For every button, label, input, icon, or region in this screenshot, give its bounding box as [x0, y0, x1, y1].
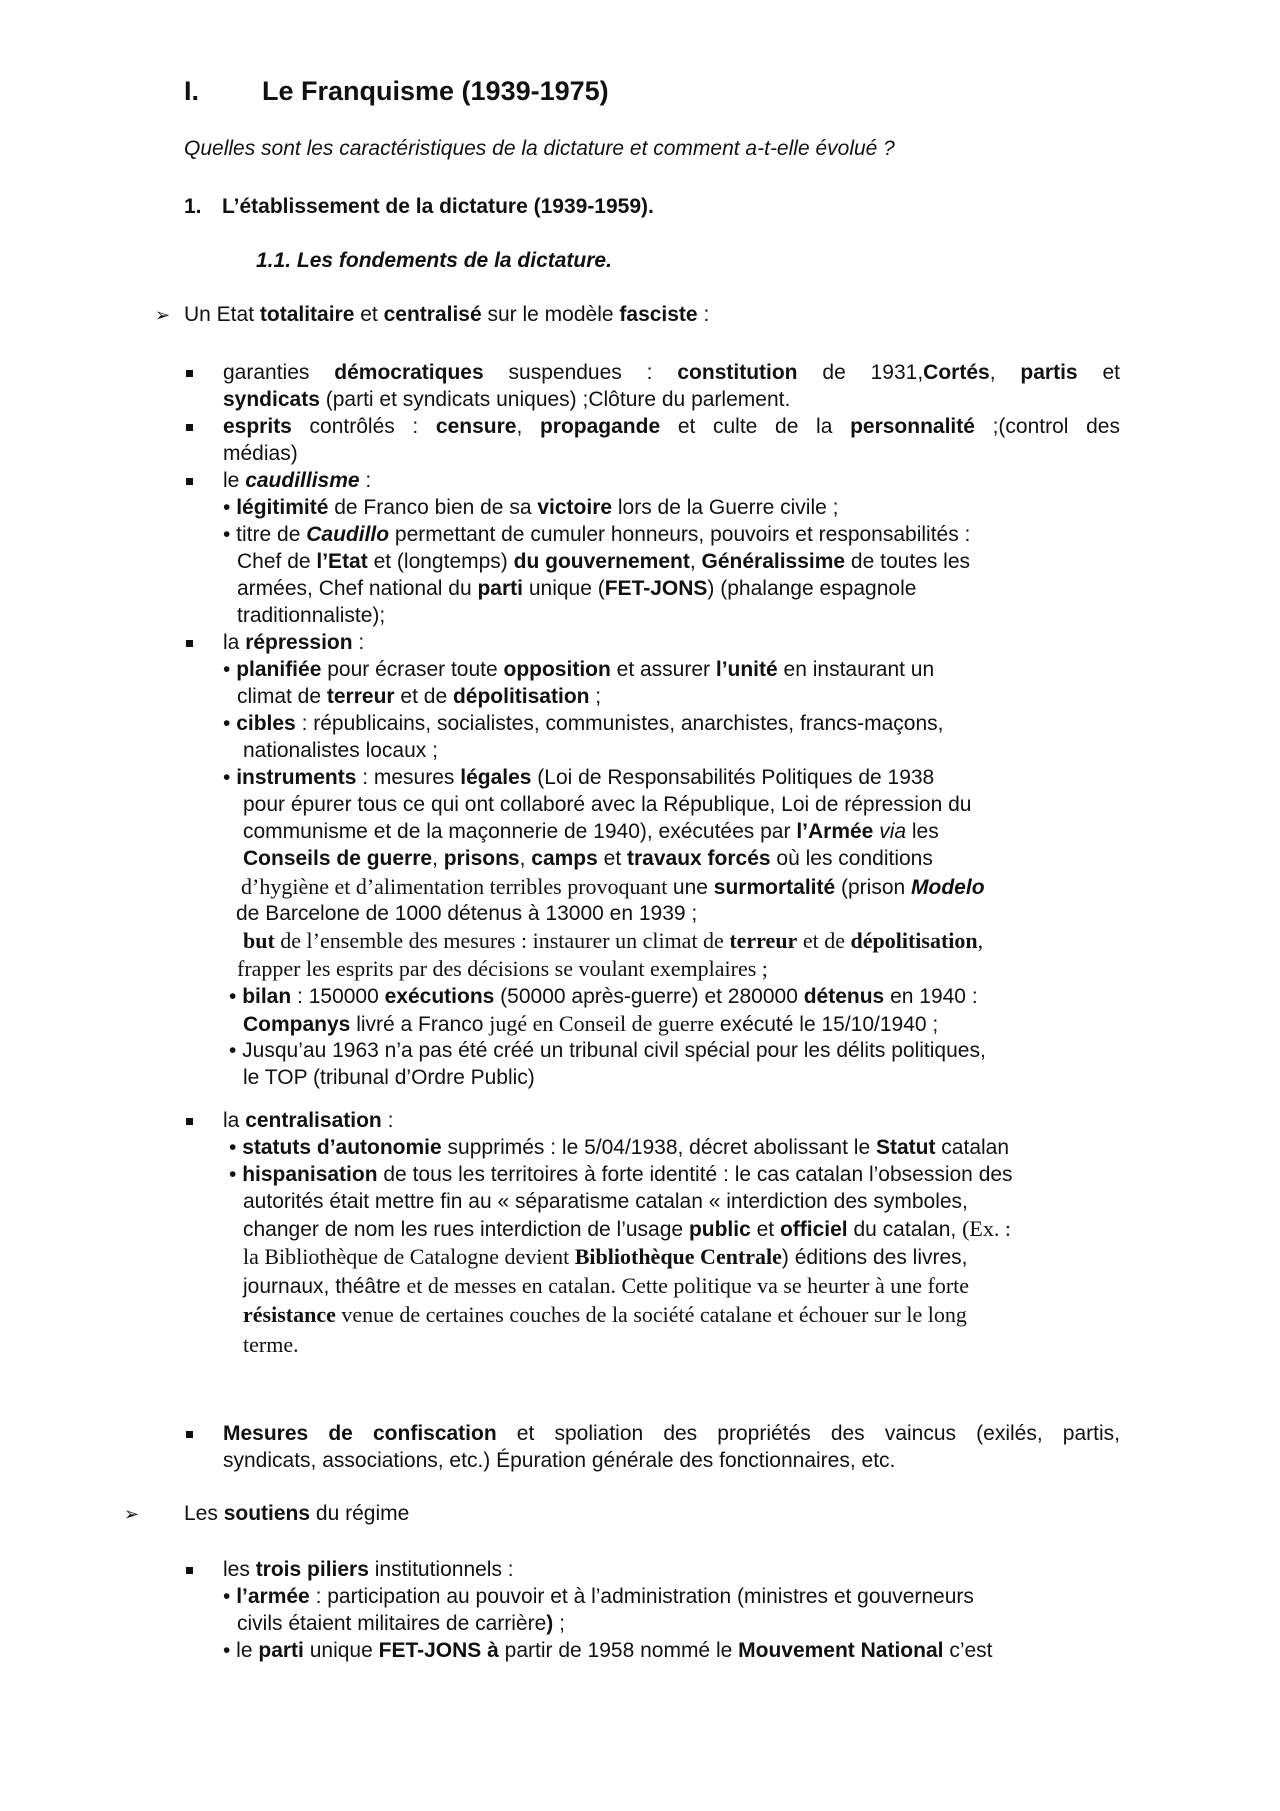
repression-line-5: nationalistes locaux ; — [243, 739, 438, 762]
arrow-bullet-icon: ➢ — [124, 1504, 140, 1524]
repression-line-9: Conseils de guerre, prisons, camps et travaux forcés où les conditions — [243, 847, 933, 870]
garanties-line-1: garanties démocratiques suspendues : constitution de 1931,Cortés, partis et — [223, 361, 1120, 384]
square-bullet-icon — [186, 370, 193, 377]
caudillisme-line-5: armées, Chef national du parti unique (FET-JONS) (phalange espagnole — [237, 577, 917, 600]
repression-line-10: d’hygiène et d’alimentation terribles provoquant une surmortalité (prison Modelo — [241, 874, 985, 899]
repression-line-16: • Jusqu’au 1963 n’a pas été créé un tribunal civil spécial pour les délits politiques, — [229, 1039, 986, 1062]
repression-line-14: • bilan : 150000 exécutions (50000 après-guerre) et 280000 détenus en 1940 : — [229, 985, 978, 1008]
garanties-line-2: syndicats (parti et syndicats uniques) ;Clôture du parlement. — [223, 388, 791, 411]
caudillisme-line-4: Chef de l’Etat et (longtemps) du gouvernement, Généralissime de toutes les — [237, 550, 971, 573]
caudillisme-line-6: traditionnaliste); — [237, 604, 386, 627]
centralisation-line-4: autorités était mettre fin au « séparatisme catalan « interdiction des symboles, — [243, 1190, 968, 1213]
subsection-heading-1-1: 1.1. Les fondements de la dictature. — [256, 249, 612, 272]
square-bullet-icon — [186, 1567, 193, 1574]
centralisation-line-5: changer de nom les rues interdiction de l’usage public et officiel du catalan, (Ex. : — [243, 1216, 1011, 1241]
square-bullet-icon — [186, 1118, 193, 1125]
esprits-line-1: esprits contrôlés : censure, propagande et culte de la personnalité ;(control des — [223, 415, 1120, 438]
piliers-line-3: civils étaient militaires de carrière) ; — [237, 1612, 565, 1635]
repression-line-2: • planifiée pour écraser toute opposition et assurer l’unité en instaurant un — [223, 658, 935, 681]
centralisation-line-3: • hispanisation de tous les territoires à forte identité : le cas catalan l’obsession des — [229, 1163, 1013, 1186]
repression-line-4: • cibles : républicains, socialistes, communistes, anarchistes, francs-maçons, — [223, 712, 944, 735]
piliers-line-1: les trois piliers institutionnels : — [223, 1558, 514, 1581]
centralisation-line-9: terme. — [243, 1332, 299, 1357]
repression-line-13: frapper les esprits par des décisions se voulant exemplaires ; — [237, 956, 768, 981]
centralisation-line-2: • statuts d’autonomie supprimés : le 5/04/1938, décret abolissant le Statut catalan — [229, 1136, 1010, 1159]
caudillisme-line-2: • légitimité de Franco bien de sa victoire lors de la Guerre civile ; — [223, 496, 839, 519]
repression-line-17: le TOP (tribunal d’Ordre Public) — [243, 1066, 535, 1089]
repression-line-3: climat de terreur et de dépolitisation ; — [237, 685, 602, 708]
repression-line-7: pour épurer tous ce qui ont collaboré avec la République, Loi de répression du — [243, 793, 972, 816]
repression-line-11: de Barcelone de 1000 détenus à 13000 en 1939 ; — [236, 902, 698, 925]
repression-line-1: la répression : — [223, 631, 365, 654]
square-bullet-icon — [186, 478, 193, 485]
caudillisme-line-1: le caudillisme : — [223, 469, 372, 492]
section-heading-1: 1. L’établissement de la dictature (1939-1959). — [184, 195, 654, 218]
confiscation-line-2: syndicats, associations, etc.) Épuration générale des fonctionnaires, etc. — [223, 1449, 896, 1472]
guiding-question: Quelles sont les caractéristiques de la dictature et comment a-t-elle évolué ? — [184, 137, 895, 160]
chapter-title: I. Le Franquisme (1939-1975) — [184, 76, 609, 106]
repression-line-15: Companys livré a Franco jugé en Conseil de guerre exécuté le 15/10/1940 ; — [243, 1011, 939, 1036]
repression-line-6: • instruments : mesures légales (Loi de Responsabilités Politiques de 1938 — [223, 766, 935, 789]
repression-line-8: communisme et de la maçonnerie de 1940), exécutées par l’Armée via les — [243, 820, 939, 843]
confiscation-line-1: Mesures de confiscation et spoliation des propriétés des vaincus (exilés, partis, — [223, 1422, 1120, 1445]
centralisation-line-7: journaux, théâtre et de messes en catalan. Cette politique va se heurter à une forte — [243, 1273, 970, 1298]
square-bullet-icon — [186, 1431, 193, 1438]
square-bullet-icon — [186, 640, 193, 647]
square-bullet-icon — [186, 424, 193, 431]
caudillisme-line-3: • titre de Caudillo permettant de cumuler honneurs, pouvoirs et responsabilités : — [223, 523, 971, 546]
repression-line-12: but de l’ensemble des mesures : instaurer un climat de terreur et de dépolitisation, — [243, 928, 984, 953]
centralisation-line-6: la Bibliothèque de Catalogne devient Bibliothèque Centrale) éditions des livres, — [243, 1244, 968, 1269]
piliers-line-2: • l’armée : participation au pouvoir et à l’administration (ministres et gouverneurs — [223, 1585, 974, 1608]
arrow-bullet-soutiens: ➢ Les soutiens du régime — [124, 1502, 410, 1525]
piliers-line-4: • le parti unique FET-JONS à partir de 1958 nommé le Mouvement National c’est — [223, 1639, 993, 1662]
centralisation-line-8: résistance venue de certaines couches de la société catalane et échouer sur le long — [243, 1302, 967, 1327]
centralisation-line-1: la centralisation : — [223, 1109, 394, 1132]
arrow-bullet-etat: ➢ Un Etat totalitaire et centralisé sur le modèle fasciste : — [155, 303, 710, 326]
arrow-bullet-icon: ➢ — [155, 305, 171, 325]
esprits-line-2: médias) — [223, 442, 298, 465]
